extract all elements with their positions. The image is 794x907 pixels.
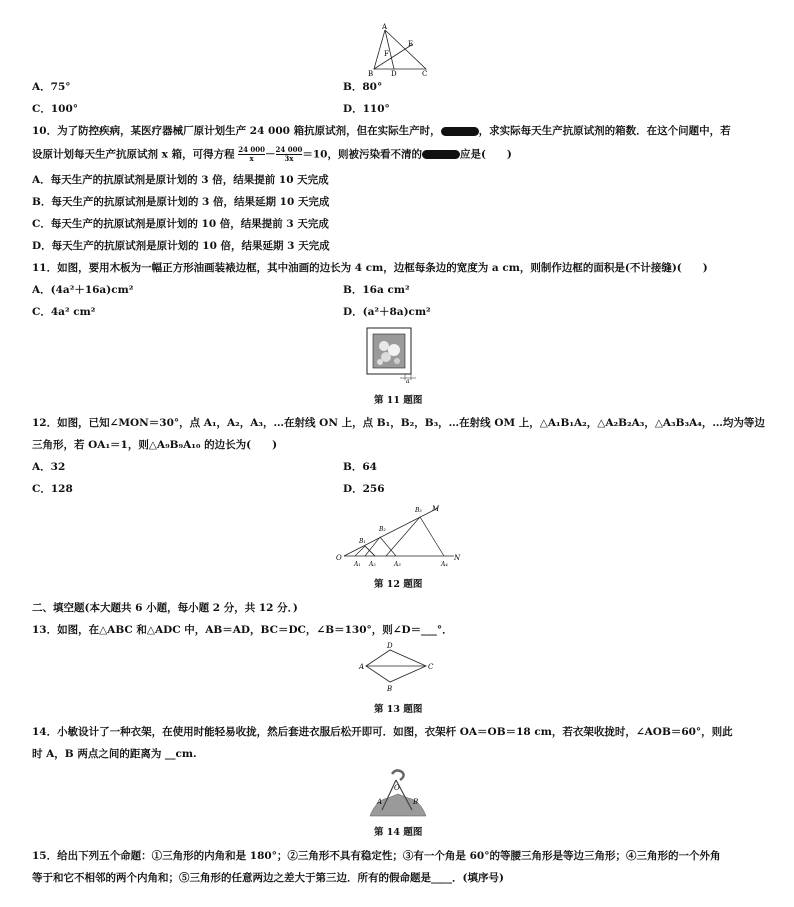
q12-label-b1: B₁: [359, 538, 366, 545]
q13-label-b: B: [387, 685, 393, 693]
q10-fraction-2: $\frac{24 000}{3x}$: [275, 145, 303, 163]
q10-minus: －: [265, 148, 276, 161]
q9-label-f: F: [384, 50, 389, 58]
q9-option-d[interactable]: D．110°: [343, 103, 390, 115]
q14-label-a: A: [377, 798, 383, 806]
ink-blot-icon: [422, 150, 460, 159]
q10-option-c[interactable]: C．每天生产的抗原试剂是原计划的 10 倍，结果提前 3 天完成: [32, 218, 329, 230]
q13-label-c: C: [428, 663, 434, 671]
q12-option-a[interactable]: A．32: [32, 461, 66, 473]
q9-option-b[interactable]: B．80°: [343, 81, 383, 93]
q9-label-a: A: [382, 23, 388, 31]
q14-line1: 14．小敏设计了一种衣架，在使用时能轻易收拢，然后套进衣服后松开即可．如图，衣架杆 OA＝OB＝18 cm，若衣架收拢时，∠AOB＝60°，则此: [32, 726, 733, 738]
section-heading-fill-in: 二、填空题(本大题共 6 小题，每小题 2 分，共 12 分．): [32, 602, 298, 614]
q14-label-o: O: [394, 784, 400, 792]
q11-option-a[interactable]: A．(4a²＋16a)cm²: [32, 284, 134, 296]
q12-label-a1: A₁: [354, 561, 361, 568]
q9-triangle-figure: [362, 22, 442, 78]
q13-caption: 第 13 题图: [374, 704, 423, 715]
q15-line1: 15．给出下列五个命题：①三角形的内角和是 180°；②三角形不具有稳定性；③有一个角是 60°的等腰三角形是等边三角形；④三角形的一个外角: [32, 850, 721, 862]
q14-hanger-figure: [366, 766, 430, 820]
q9-label-c: C: [422, 70, 428, 78]
q12-line1: 12．如图，已知∠MON＝30°，点 A₁，A₂，A₃，…在射线 ON 上，点 B₁，B₂，B₃，…在射线 OM 上，△A₁B₁A₂，△A₂B₂A₃，△A₃B₃A₄，…均为等边: [32, 417, 765, 429]
q10-option-d[interactable]: D．每天生产的抗原试剂是原计划的 10 倍，结果延期 3 天完成: [32, 240, 330, 252]
q12-equilateral-chain-figure: [334, 500, 464, 572]
q13-question: 13．如图，在△ABC 和△ADC 中，AB＝AD，BC＝DC，∠B＝130°，则∠D＝___°．: [32, 624, 453, 636]
q12-label-a2: A₂: [369, 561, 376, 568]
q12-label-b3: B₃: [415, 507, 422, 514]
q11-option-b[interactable]: B．16a cm²: [343, 284, 410, 296]
q12-option-d[interactable]: D．256: [343, 483, 385, 495]
q10-line2-end: 应是( ): [459, 148, 512, 161]
q9-option-c[interactable]: C．100°: [32, 103, 79, 115]
q10-option-b[interactable]: B．每天生产的抗原试剂是原计划的 3 倍，结果延期 10 天完成: [32, 196, 330, 208]
q10-line1-end: ，求实际每天生产抗原试剂的箱数．在这个问题中，若: [478, 125, 731, 137]
q9-label-b: B: [368, 70, 374, 78]
q12-option-c[interactable]: C．128: [32, 483, 73, 495]
q12-label-o: O: [336, 554, 342, 562]
q14-label-b: B: [413, 798, 419, 806]
q13-quadrilateral-figure: [356, 642, 440, 694]
q11-label-a: a: [406, 378, 410, 384]
q10-line1-start: 10．为了防控疾病，某医疗器械厂原计划生产 24 000 箱抗原试剂，但在实际生产时，: [32, 125, 441, 137]
q10-line2-mid: ＝10，则被污染看不清的: [302, 148, 422, 161]
q15-line2: 等于和它不相邻的两个内角和；⑤三角形的任意两边之差大于第三边．所有的假命题是____．(填序号): [32, 872, 504, 884]
ink-blot-icon: [441, 127, 479, 136]
q10-option-a[interactable]: A．每天生产的抗原试剂是原计划的 3 倍，结果提前 10 天完成: [32, 174, 329, 186]
q14-caption: 第 14 题图: [374, 827, 423, 838]
q12-label-m: M: [432, 505, 440, 513]
q12-label-n: N: [454, 554, 461, 562]
q12-option-b[interactable]: B．64: [343, 461, 377, 473]
q11-option-d[interactable]: D．(a²＋8a)cm²: [343, 306, 431, 318]
q12-label-a3: A₃: [394, 561, 401, 568]
q12-label-a4: A₄: [441, 561, 448, 568]
q10-fraction-1: $\frac{24 000}{x}$: [238, 145, 266, 163]
q11-option-c[interactable]: C．4a² cm²: [32, 306, 96, 318]
q10-line2-start: 设原计划每天生产抗原试剂 x 箱，可得方程: [32, 148, 235, 161]
q9-label-e: E: [408, 40, 414, 48]
q12-line2: 三角形，若 OA₁＝1，则△A₉B₉A₁₀ 的边长为( ): [32, 439, 278, 451]
q13-label-d: D: [387, 642, 393, 650]
q11-question: 11．如图，要用木板为一幅正方形油画装裱边框，其中油画的边长为 4 cm，边框每条边的宽度为 a cm，则制作边框的面积是(不计接缝)( ): [32, 262, 708, 274]
q11-caption: 第 11 题图: [374, 395, 423, 406]
q14-line2: 时 A，B 两点之间的距离为 __cm.: [32, 748, 197, 760]
q10-line1: [32, 124, 731, 138]
q9-option-a[interactable]: A．75°: [32, 81, 71, 93]
q10-line2: [32, 146, 512, 163]
q13-label-a: A: [359, 663, 365, 671]
q12-caption: 第 12 题图: [374, 579, 423, 590]
q9-label-d: D: [391, 70, 397, 78]
q11-framed-painting-figure: [364, 326, 434, 384]
q12-label-b2: B₂: [379, 526, 386, 533]
